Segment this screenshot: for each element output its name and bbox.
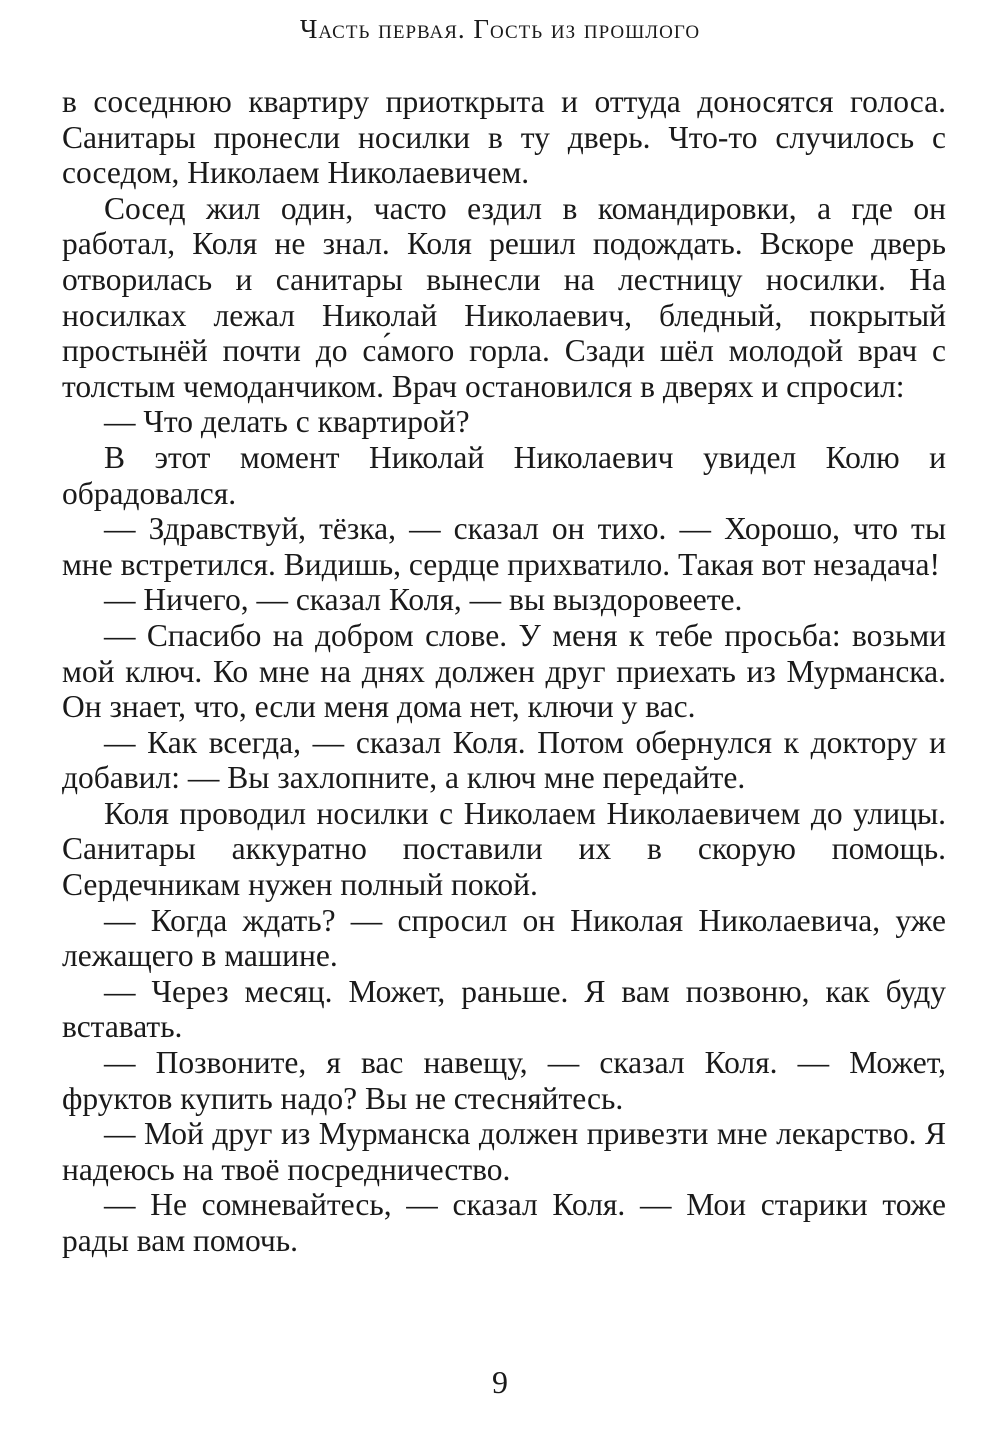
paragraph: — Что делать с квартирой? [104,404,470,440]
paragraph: — Когда ждать? — спросил он Николая Николаевича, уже лежащего в машине. [62,902,946,974]
paragraph: в соседнюю квартиру приоткрыта и оттуда доносятся голоса. Санитары пронесли носилки в ту дверь. Что-то случилось с соседом, Николаем Николаевичем. [62,84,946,191]
paragraph: Коля проводил носилки с Николаем Николаевичем до улицы. Санитары аккуратно поставили их в скорую помощь. Сердечникам нужен полный покой. [62,795,946,903]
paragraph: — Мой друг из Мурманска должен привезти мне лекарство. Я надеюсь на твоё посредничество. [62,1116,946,1187]
paragraph: — Здравствуй, тёзка, — сказал он тихо. — Хорошо, что ты мне встретился. Видишь, сердце прихватило. Такая вот незадача! [62,511,946,582]
paragraph: — Как всегда, — сказал Коля. Потом обернулся к доктору и добавил: — Вы захлопните, а ключ мне передайте. [62,724,946,796]
paragraph: — Через месяц. Может, раньше. Я вам позвоню, как буду вставать. [62,973,946,1045]
running-head: Часть первая. Гость из прошлого [299,14,701,44]
page-number: 9 [492,1364,508,1400]
paragraph: — Не сомневайтесь, — сказал Коля. — Мои старики тоже рады вам помочь. [62,1187,946,1258]
paragraph: Сосед жил один, часто ездил в командировки, а где он работал, Коля не знал. Коля решил подождать. Вскоре дверь отворилась и санитары вынесли на лестницу носилки. На носилках лежал Николай Николаевич, бледный, покрытый простынёй почти до са́мого горла. Сзади шёл молодой врач с толстым чемоданчиком. Врач остановился в дверях и спросил: [62,190,946,404]
paragraph: — Позвоните, я вас навещу, — сказал Коля. — Может, фруктов купить надо? Вы не стесняйтесь. [62,1045,946,1116]
body-text [62,84,946,1259]
paragraph: — Спасибо на добром слове. У меня к тебе просьба: возьми мой ключ. Ко мне на днях должен друг приехать из Мурманска. Он знает, что, если меня дома нет, ключи у вас. [62,617,946,725]
paragraph: — Ничего, — сказал Коля, — вы выздоровеете. [104,582,743,618]
paragraph: В этот момент Николай Николаевич увидел Колю и обрадовался. [62,439,946,511]
